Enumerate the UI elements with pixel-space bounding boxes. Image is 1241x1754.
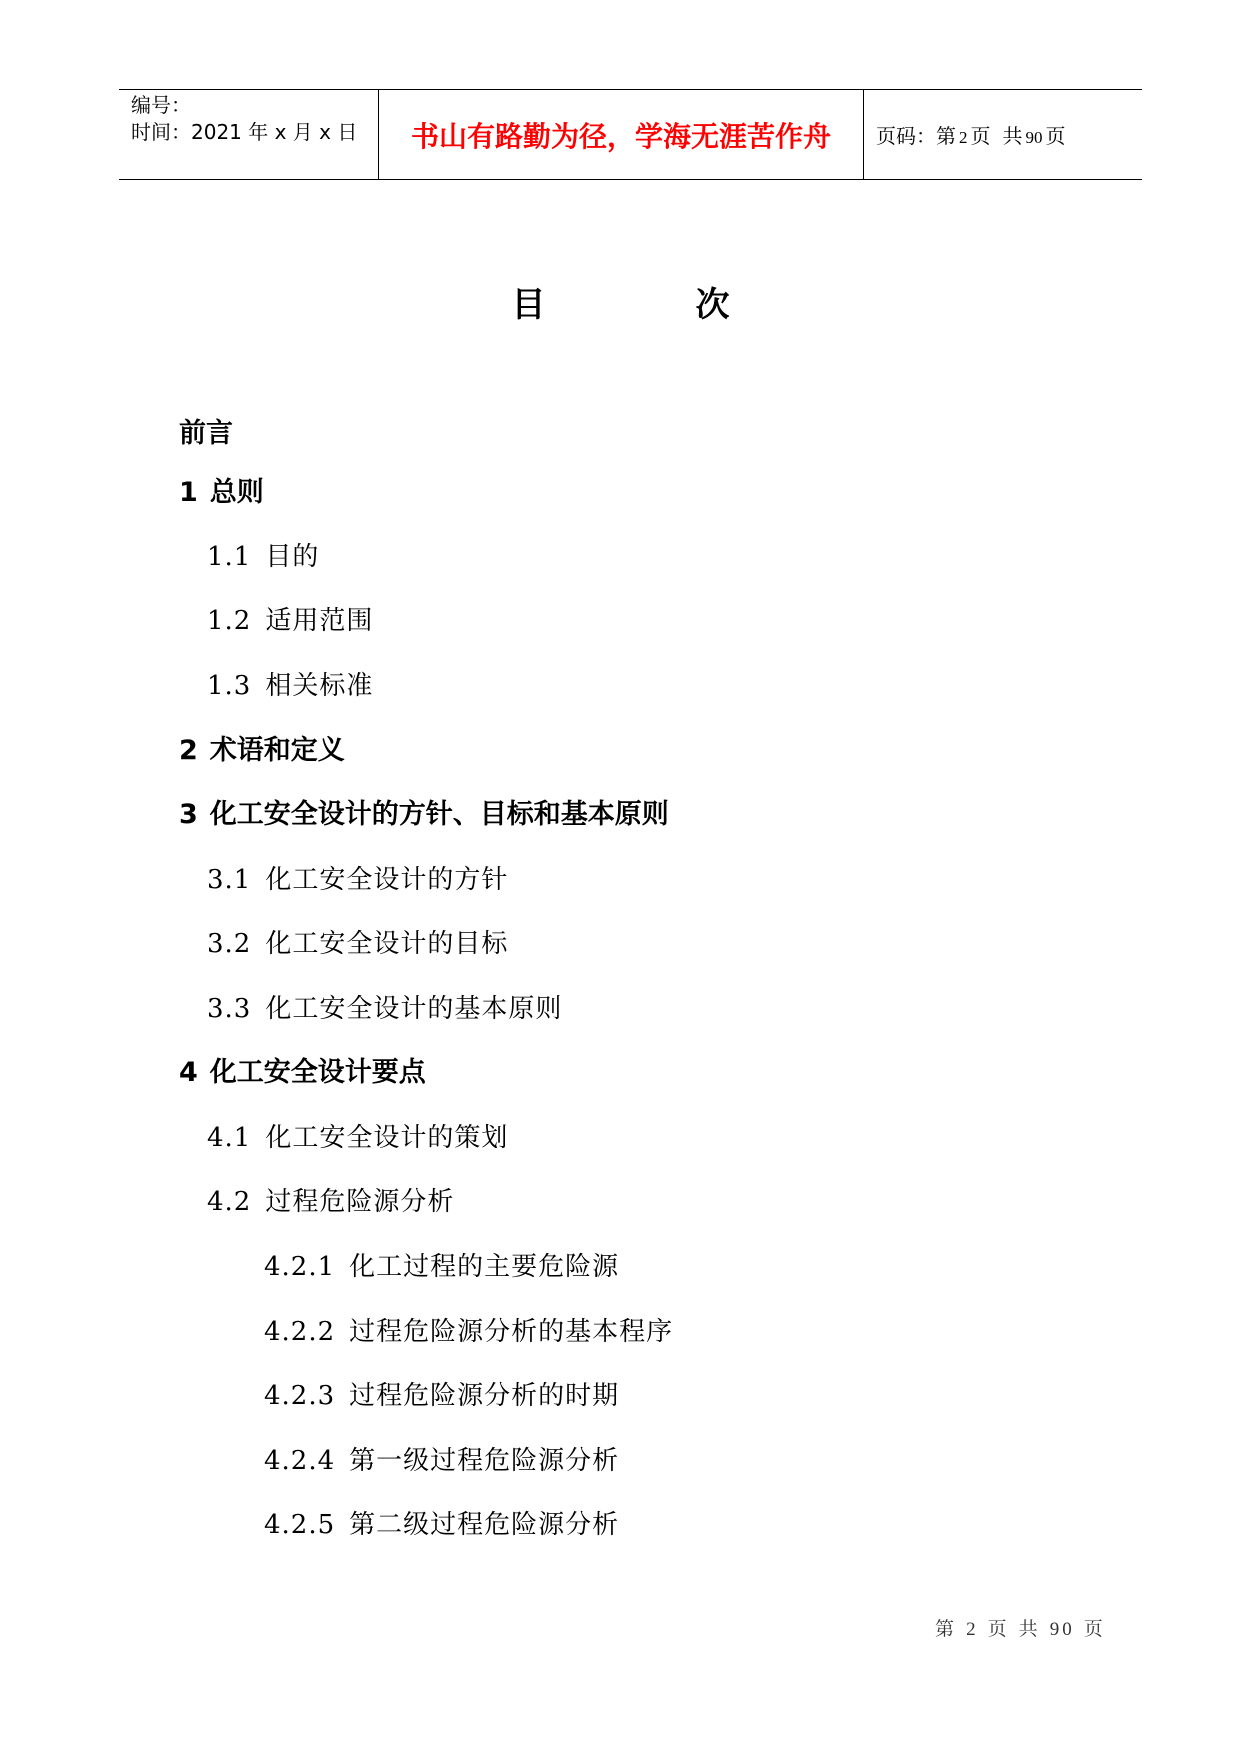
toc-item[interactable] <box>207 1184 454 1220</box>
footer-page-current: 2 <box>966 1619 979 1640</box>
toc-item[interactable] <box>207 603 373 639</box>
toc-item[interactable] <box>207 539 319 575</box>
page-footer: 第 2 页 共 90 页 <box>935 1618 1106 1640</box>
toc-item-number: 3.2 <box>207 929 252 959</box>
toc-item-number: 1 <box>179 477 198 508</box>
toc-item-number: 1.2 <box>207 606 252 636</box>
toc-item-number: 2 <box>179 735 198 766</box>
toc-item-number: 4.2.1 <box>264 1252 336 1282</box>
toc-item-label: 相关标准 <box>265 671 374 701</box>
toc-item[interactable] <box>264 1507 619 1543</box>
toc-item-label: 适用范围 <box>265 606 374 636</box>
toc-item[interactable] <box>264 1443 619 1479</box>
toc-item-label: 过程危险源分析的基本程序 <box>349 1317 674 1347</box>
toc-item-label: 目的 <box>265 542 320 572</box>
header-page-number: 页码：第 2 页 共 90 页 <box>876 124 1066 148</box>
toc-item-label: 术语和定义 <box>209 735 345 766</box>
toc-item-label: 化工安全设计的方针 <box>265 865 509 895</box>
page-title <box>0 282 1241 328</box>
document-time-label: 时间：2021 年 x 月 x 日 <box>131 120 358 144</box>
toc-item[interactable] <box>207 862 508 898</box>
toc-item-label: 化工安全设计的基本原则 <box>265 994 563 1024</box>
toc-item-label: 化工安全设计要点 <box>209 1057 426 1088</box>
toc-item-label: 过程危险源分析 <box>265 1187 455 1217</box>
toc-item-label: 前言 <box>179 418 233 449</box>
toc-item-number: 3.3 <box>207 994 252 1024</box>
toc-item[interactable] <box>179 416 233 452</box>
toc-item-number: 1.3 <box>207 671 252 701</box>
header-page-current: 2 <box>959 128 968 147</box>
toc-item[interactable] <box>179 1055 426 1091</box>
toc-item[interactable] <box>264 1249 619 1285</box>
toc-item[interactable] <box>207 926 508 962</box>
toc-item-number: 4 <box>179 1057 198 1088</box>
toc-item-number: 4.1 <box>207 1123 252 1153</box>
toc-item-label: 第一级过程危险源分析 <box>349 1446 620 1476</box>
toc-item-number: 1.1 <box>207 542 252 572</box>
toc-item-label: 化工安全设计的策划 <box>265 1123 509 1153</box>
toc-item-label: 化工安全设计的方针、目标和基本原则 <box>209 799 669 830</box>
toc-item[interactable] <box>207 668 373 704</box>
toc-item[interactable] <box>179 733 345 769</box>
toc-item-number: 3.1 <box>207 865 252 895</box>
header-motto: 书山有路勤为径，学海无涯苦作舟 <box>410 119 831 153</box>
footer-page-total: 90 <box>1049 1619 1075 1640</box>
toc-item-number: 4.2.5 <box>264 1510 336 1540</box>
toc-item-label: 总则 <box>209 477 264 508</box>
toc-item-label: 化工过程的主要危险源 <box>349 1252 620 1282</box>
toc-item[interactable] <box>179 797 669 833</box>
toc-item-number: 4.2.3 <box>264 1381 336 1411</box>
toc-item[interactable] <box>264 1314 673 1350</box>
header-page-total: 90 <box>1025 128 1043 147</box>
header-motto-cell <box>379 90 864 179</box>
toc-item-number: 3 <box>179 799 198 830</box>
toc-item[interactable] <box>207 1120 508 1156</box>
header-page-cell <box>864 90 1142 179</box>
title-char-2: 次 <box>695 285 730 325</box>
toc-item-label: 化工安全设计的目标 <box>265 929 509 959</box>
toc-item-number: 4.2.2 <box>264 1317 336 1347</box>
toc-item[interactable] <box>207 991 562 1027</box>
toc-item-number: 4.2.4 <box>264 1446 336 1476</box>
toc-item-label: 过程危险源分析的时期 <box>349 1381 620 1411</box>
page-header <box>119 89 1142 180</box>
toc-item[interactable] <box>264 1378 619 1414</box>
toc-item-label: 第二级过程危险源分析 <box>349 1510 620 1540</box>
toc-item-number: 4.2 <box>207 1187 252 1217</box>
title-char-1: 目 <box>511 285 546 325</box>
header-meta-cell <box>119 90 379 179</box>
document-number-label: 编号： <box>131 93 191 117</box>
toc-item[interactable] <box>179 475 264 511</box>
